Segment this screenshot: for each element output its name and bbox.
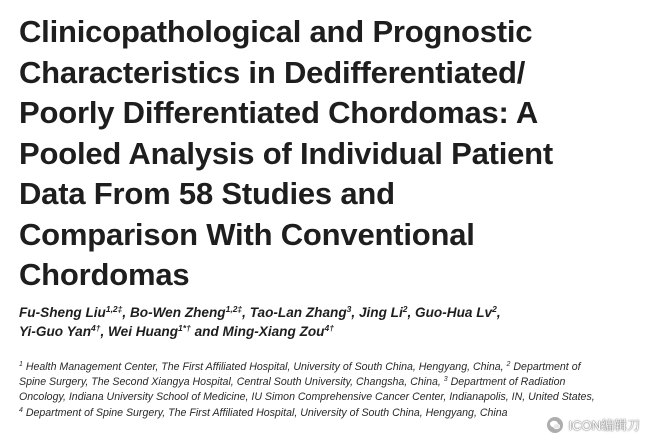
affiliation-text: Department of Spine Surgery, The First Affiliated Hospital, University of South China, Hengyang, China (22, 406, 508, 419)
author-separator: , (407, 305, 416, 320)
title-line: Data From 58 Studies and (19, 176, 395, 211)
watermark-text: ICON编辑刀 (568, 418, 640, 433)
author-affiliation-marker: 4† (91, 322, 101, 333)
wechat-logo-icon (547, 417, 563, 433)
affiliation-line (19, 360, 644, 375)
author-affiliation-marker: 1*† (178, 322, 191, 333)
author-line (19, 323, 639, 342)
affiliation-list (19, 360, 644, 421)
author-separator: and (190, 323, 223, 339)
author-separator: , (496, 305, 501, 320)
author-name: Tao-Lan Zhang (249, 305, 347, 320)
title-line: Pooled Analysis of Individual Patient (19, 135, 554, 171)
title-line: Characteristics in Dedifferentiated/ (19, 54, 526, 90)
affiliation-text: Spine Surgery, The Second Xiangya Hospital, Central South University, Changsha, China, (19, 376, 444, 389)
article-title (19, 12, 639, 296)
author-name: Jing Li (358, 305, 403, 320)
affiliation-text: Department of (510, 361, 581, 373)
title-line: Chordomas (19, 257, 190, 292)
author-name: Yi-Guo Yan (19, 323, 92, 339)
watermark (547, 415, 640, 434)
affiliation-marker: 4 (19, 406, 23, 414)
affiliation-marker: 3 (443, 376, 448, 384)
author-name: Ming-Xiang Zou (222, 323, 325, 339)
affiliation-text: Health Management Center, The First Affiliated Hospital, University of South China, Hengyang, China, (22, 361, 507, 373)
affiliation-text: Department of Radiation (447, 376, 566, 389)
author-separator: , (242, 305, 250, 320)
author-name: Fu-Sheng Liu (19, 305, 106, 320)
author-affiliation-marker: 3 (346, 304, 352, 314)
author-affiliation-marker: 4† (324, 322, 334, 333)
author-affiliation-marker: 2 (402, 304, 408, 314)
author-line (19, 304, 639, 323)
author-separator: , (100, 323, 109, 339)
author-separator: , (351, 305, 359, 320)
author-name: Guo-Hua Lv (415, 305, 493, 320)
affiliation-marker: 2 (506, 361, 511, 368)
affiliation-marker: 1 (19, 361, 23, 368)
affiliation-line (19, 375, 644, 390)
affiliation-text: Oncology, Indiana University School of Medicine, IU Simon Comprehensive Cancer Center, Indianapolis, IN, United States, (19, 391, 595, 404)
title-line: Clinicopathological and Prognostic (19, 14, 533, 49)
title-line: Poorly Differentiated Chordomas: A (19, 95, 539, 130)
author-affiliation-marker: 2 (492, 304, 497, 314)
author-name: Wei Huang (108, 323, 179, 339)
author-list (19, 304, 639, 341)
author-affiliation-marker: 1,2‡ (105, 304, 123, 314)
author-name: Bo-Wen Zheng (129, 305, 226, 320)
author-separator: , (122, 305, 130, 320)
author-affiliation-marker: 1,2‡ (225, 304, 243, 314)
title-line: Comparison With Conventional (19, 216, 475, 252)
affiliation-line (19, 390, 644, 405)
